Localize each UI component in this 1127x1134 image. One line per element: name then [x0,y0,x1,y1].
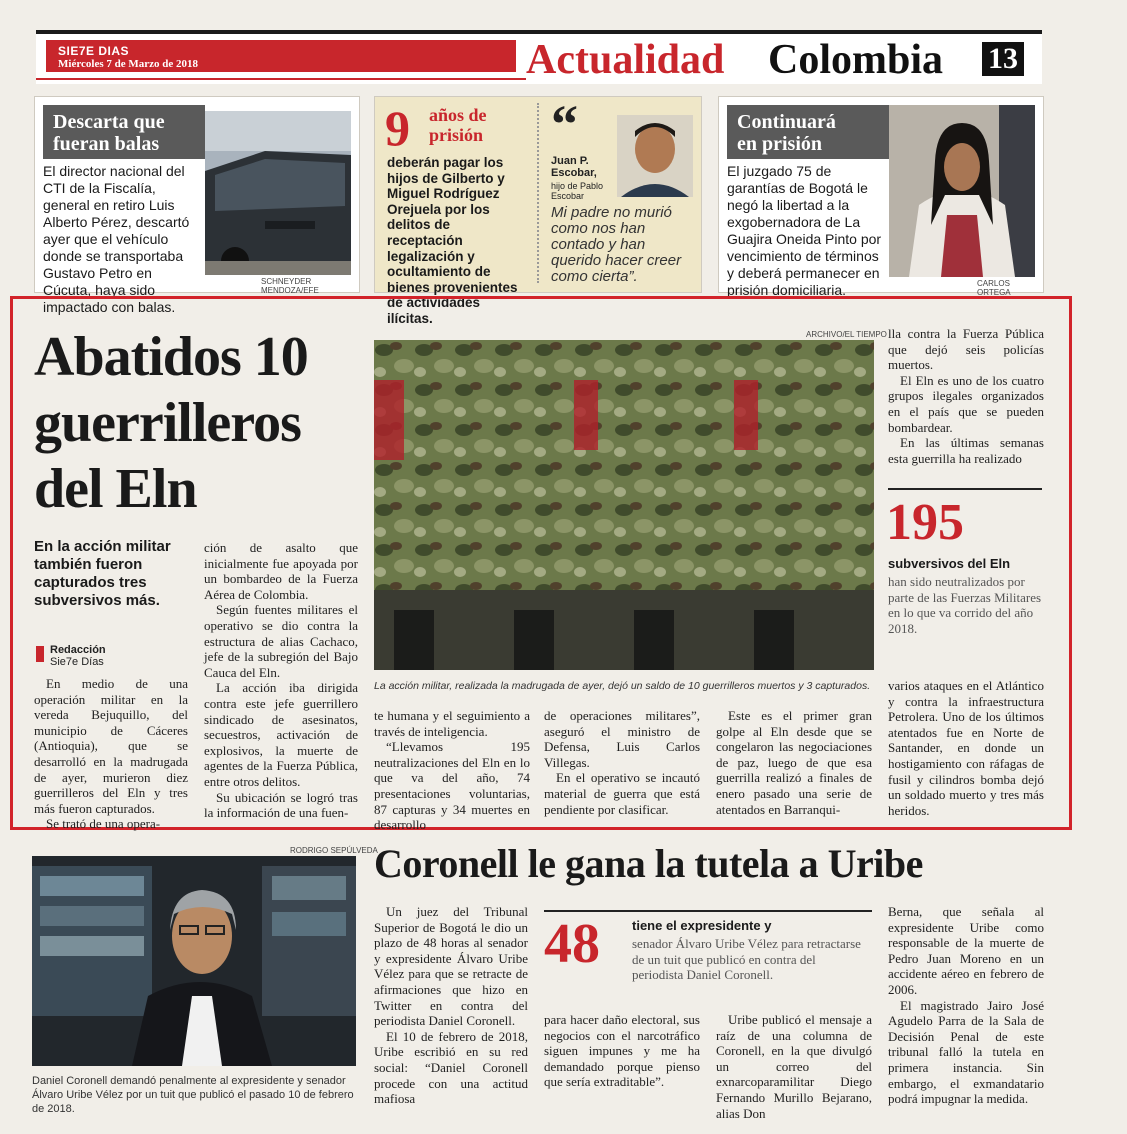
issue-date: Miércoles 7 de Marzo de 2018 [58,58,199,70]
woman-photo [889,105,1035,277]
car-photo [205,111,351,275]
stat-number: 195 [886,494,964,551]
paragraph: varios ataques en el Atlántico y contra la infraestructura Petrolera. Uno de los últimos atentados fue en Norte de Santander, en donde un hostigamiento con ráfagas de fusil y cilindros bomba dejó un soldado muerto y tres más heridos. [888,678,1044,818]
photo-credit: SCHNEYDER MENDOZA/EFE [261,277,319,295]
soldiers-photo [374,340,874,670]
woman-image [889,105,1035,277]
brief-text: El juzgado 75 de garantías de Bogotá le negó la libertad a la exgobernadora de La Guajira Oneida Pinto por vencimiento de términos y deberá permanecer en prisión domiciliaria. [727,163,882,298]
speaker-portrait [617,115,693,197]
paragraph: Berna, que señala al expresidente Uribe como responsable de la muerte de Pedro Juan Moreno en un accidente aéreo en febrero de 2006. [888,904,1044,997]
photo-credit: ARCHIVO/EL TIEMPO [806,330,887,339]
paragraph: Se trató de una opera- [46,816,161,832]
paragraph: La acción iba dirigida contra este jefe guerrillero sindicado de asesinatos, secuestros, activación de explosivos, la muerte de agentes de la Fuerza Pública, entre otros delitos. [204,680,358,789]
brief-box-prision [374,94,702,326]
photo-caption: Daniel Coronell demandó penalmente al expresidente y senador Álvaro Uribe Vélez por un tuit que publicó el pasado 10 de febrero de 2018. [32,1075,354,1115]
main-column-5 [716,708,872,817]
stat-divider [544,910,872,912]
stat-text: han sido neutralizados por parte de las Fuerzas Militares en lo que va corrido del año 2018. [888,574,1042,636]
paragraph: En el operativo se incautó material de guerra que está pendiente por clasificar. [544,770,700,817]
photo-caption: La acción militar, realizada la madrugada de ayer, dejó un saldo de 10 guerrilleros muertos y 3 capturados. [374,680,871,692]
headline-line3: del Eln [34,458,197,520]
stat-text: deberán pagar los hijos de Gilberto y Miguel Rodríguez Orejuela por los delitos de receptación legalización y ocultamiento de bienes provenientes de actividades ilícitas. [387,155,518,326]
paragraph: El 10 de febrero de 2018, Uribe escribió en su red social: “Daniel Coronell procede con una actitud mafiosa [374,1028,528,1107]
brief-text: El director nacional del CTI de la Fiscalía, general en retiro Luis Alberto Pérez, descartó ayer que el vehículo donde se transportaba Gustavo Petro en Cúcuta, haya sido impactado con balas. [43,163,190,315]
brief-box-oneida [718,96,1044,298]
brief-title-line2: en prisión [737,133,823,155]
bottom-headline: Coronell le gana la tutela a Uribe [374,841,923,886]
speaker-quote: Mi padre no murió como nos han contado y han querido hacer creer como cierta”. [551,204,682,285]
paragraph: En las últimas semanas esta guerrilla ha realizado [888,435,1044,466]
main-headline [34,324,308,522]
byline-name: Redacción [50,644,106,656]
photo-credit: RODRIGO SEPÚLVEDA [290,846,378,855]
paragraph: En medio de una operación militar en la vereda Bejuquillo, del municipio de Cáceres (Antioquia), que se desarrolló en la madrugada de ayer, murieron diez guerrilleros del Eln y tres más fueron capturados. [34,676,188,816]
guerrilla-soldiers-image [374,340,874,670]
speaker-role: hijo de Pablo Escobar [551,181,604,201]
section-name: Actualidad [526,37,725,83]
brief-box-balas [34,96,360,315]
paragraph: lla contra la Fuerza Pública que dejó seis policías muertos. [888,326,1044,373]
paragraph: El magistrado Jairo José Agudelo Parra de la Sala de Decisión Penal de este tribunal falló la tutela en primera instancia. Sin embargo, el exmandatario podrá impugnar la medida. [888,997,1044,1107]
bottom-column-3 [716,1012,872,1121]
bottom-column-1 [374,904,528,1107]
speaker-name: Juan P. Escobar, [551,155,597,179]
paragraph: Uribe publicó el mensaje a raíz de una columna de Coronell, en la que divulgó un correo del exnarcoparamilitar Diego Fernando Murillo Bejarano, alias Don [716,1012,872,1121]
newspaper-brand: SIE7E DIAS [58,44,130,58]
main-column-2 [204,540,358,821]
stat-big-number: 9 [385,100,410,156]
page-number: 13 [982,42,1024,76]
page-header [36,30,1042,84]
photo-credit: CARLOS ORTEGA [977,279,1011,297]
stat-divider [888,488,1042,490]
section-country: Colombia [768,37,944,83]
stat-text: senador Álvaro Uribe Vélez para retractarse de un tuit que publicó en contra del periodista Daniel Coronell. [632,936,861,983]
main-column-6-top [888,326,1044,466]
stat-label-line2: prisión [429,125,484,145]
bottom-column-4 [888,904,1044,1107]
stat-number: 48 [544,913,600,975]
paragraph: para hacer daño electoral, sus negocios con el narcotráfico siguen impunes y me ha demandado porque pienso que sería extraditable”. [544,1012,700,1090]
main-column-3 [374,708,530,833]
brief-title-line1: Continuará [737,111,836,133]
stat-label: subversivos del Eln [888,556,1011,571]
headline-line1: Abatidos 10 [34,326,308,388]
paragraph: de operaciones militares”, aseguró el ministro de Defensa, Luis Carlos Villegas. [544,708,700,770]
coronell-photo [32,856,356,1066]
main-column-4 [544,708,700,817]
bottom-column-2 [544,1012,700,1090]
stat-label-line1: años de [429,105,487,125]
paragraph: Un juez del Tribunal Superior de Bogotá le dio un plazo de 48 horas al senador y expresidente Álvaro Uribe Vélez para que se retracte de afirmaciones que hizo en Twitter en contra del periodista Daniel Coronell. [374,904,528,1029]
column-divider [537,103,539,283]
headline-line2: guerrilleros [34,392,301,454]
byline-marker [36,646,44,662]
speaker-photo [617,115,693,197]
brief-title-line1: Descarta que [53,111,165,133]
paragraph: Este es el primer gran golpe al Eln desde que se congelaron las negociaciones de paz, luego de que esa guerrilla realizó a finales de enero pasado una serie de atentados en Barranqui- [716,708,872,817]
coronell-portrait [32,856,356,1066]
brief-title-line2: fueran balas [53,133,160,155]
paragraph: “Llevamos 195 neutralizaciones del Eln en lo que va del año, 74 presentaciones voluntarias, 87 capturas y 34 muertes en desarrollo [374,739,530,833]
paragraph: te humana y el seguimiento a través de inteligencia. [374,708,530,739]
main-column-1 [34,676,188,832]
car-image [205,111,351,275]
paragraph: Según fuentes militares el operativo se dio contra la estructura de alias Cachaco, jefe de la subregión del Bajo Cauca del Eln. [204,602,358,680]
stat-label: tiene el expresidente y [632,918,772,933]
main-column-6-bottom [888,678,1044,818]
paragraph: Su ubicación se logró tras la información de una fuen- [204,789,358,821]
quote-mark: “ [551,94,578,154]
paragraph: ción de asalto que inicialmente fue apoyada por un bombardeo de la Fuerza Aérea de Colombia. [204,540,358,602]
byline-outlet: Sie7e Días [50,656,104,668]
main-subhead: En la acción militar también fueron capturados tres subversivos más. [34,538,171,609]
paragraph: El Eln es uno de los cuatro grupos ilegales organizados en el país que se pueden bombardear. [888,372,1044,435]
